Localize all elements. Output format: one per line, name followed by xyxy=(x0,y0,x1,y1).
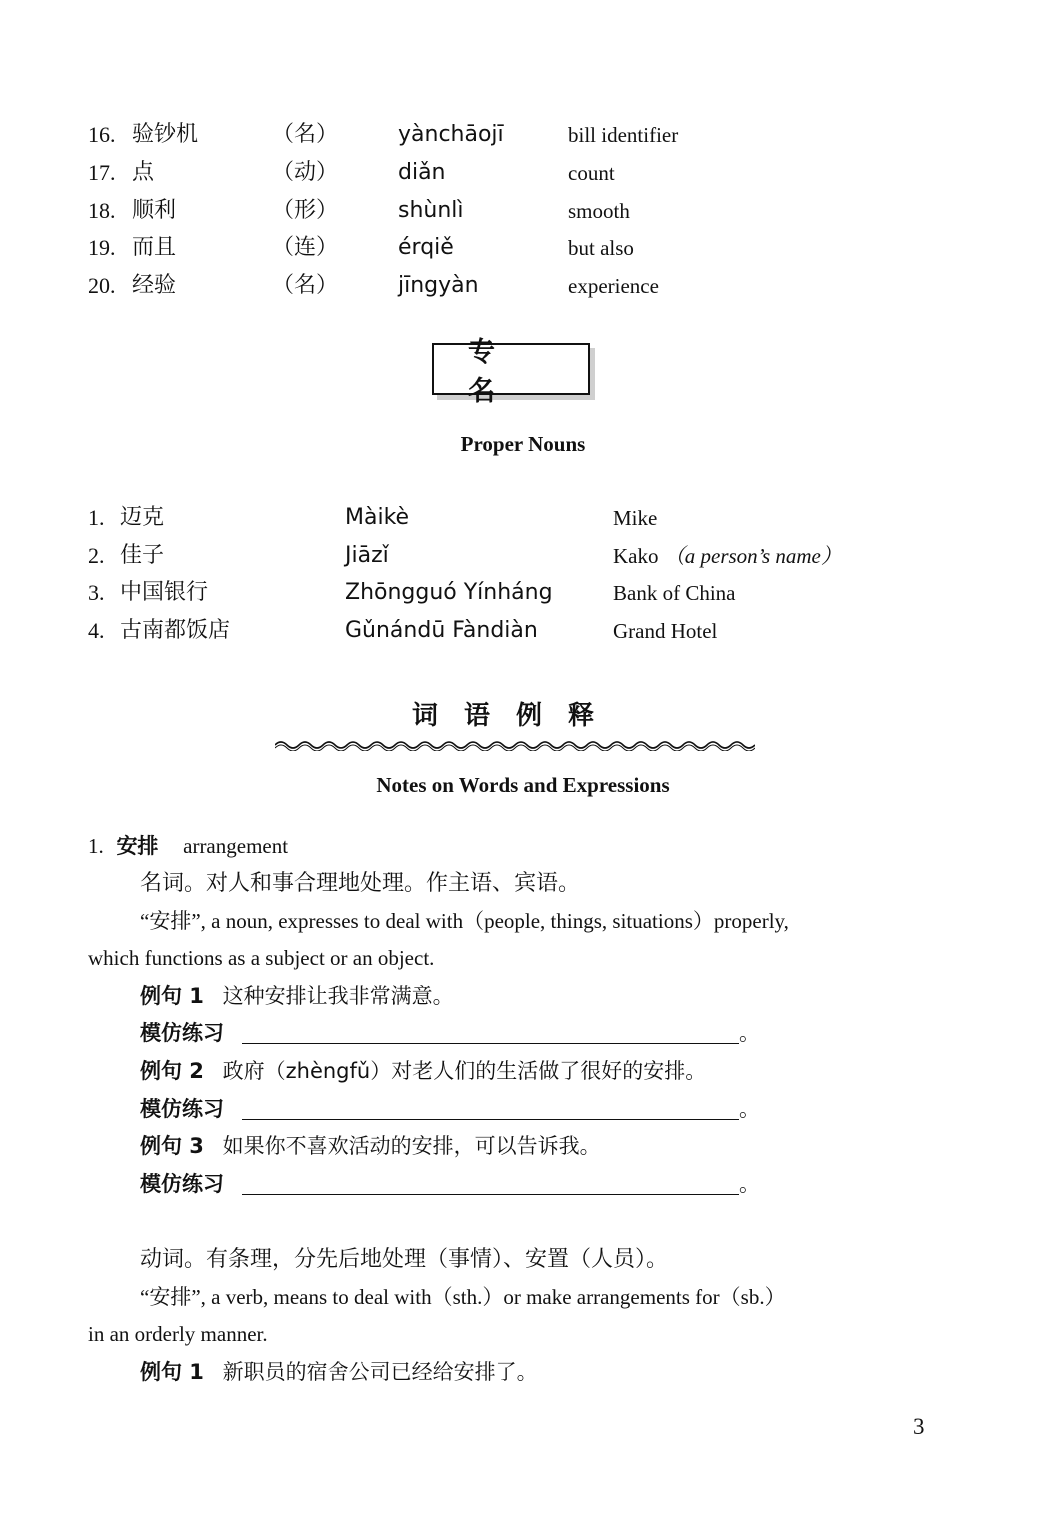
vocab-pinyin: yànchāojī xyxy=(398,122,504,147)
example-sentence xyxy=(140,986,454,1007)
vocab-number: 20. xyxy=(88,273,116,298)
vocab-pinyin: diǎn xyxy=(398,160,446,185)
practice-line xyxy=(140,1099,760,1120)
proper-noun-hanzi: 古南都饭店 xyxy=(120,618,231,643)
vocab-hanzi: 经验 xyxy=(132,273,177,298)
example-text: 新职员的宿舍公司已经给安排了。 xyxy=(222,1360,538,1384)
vocab-english: experience xyxy=(568,274,659,298)
vocab-pos: （名） xyxy=(272,273,339,298)
proper-noun-english: Bank of China xyxy=(613,581,736,605)
vocab-english: smooth xyxy=(568,199,630,223)
proper-noun-number: 4. xyxy=(88,618,105,643)
example-sentence xyxy=(140,1136,601,1157)
vocab-pinyin: érqiě xyxy=(398,235,454,260)
practice-line xyxy=(140,1023,760,1044)
entry-gloss: arrangement xyxy=(183,834,289,858)
practice-period: 。 xyxy=(739,1021,760,1045)
practice-blank[interactable] xyxy=(242,1025,739,1044)
vocab-number: 19. xyxy=(88,235,116,260)
proper-noun-hanzi: 迈克 xyxy=(120,505,165,530)
practice-blank[interactable] xyxy=(242,1101,739,1120)
vocab-english: but also xyxy=(568,236,634,260)
wave-divider xyxy=(275,739,755,751)
proper-nouns-title-en: Proper Nouns xyxy=(460,432,586,456)
practice-period: 。 xyxy=(739,1172,760,1196)
entry-number: 1. xyxy=(88,834,104,858)
vocab-pos: （连） xyxy=(272,235,339,260)
example-sentence xyxy=(140,1061,706,1082)
proper-noun-note: （a person’s name） xyxy=(663,544,842,568)
practice-blank[interactable] xyxy=(242,1176,739,1195)
proper-noun-pinyin: Zhōngguó Yínháng xyxy=(345,580,553,605)
vocab-english: count xyxy=(568,161,615,185)
vocab-english: bill identifier xyxy=(568,123,679,147)
noun-definition-en-line1: “安排”, a noun, expresses to deal with（people, things, situations）properly, xyxy=(140,909,789,933)
verb-definition-cn: 动词。有条理，分先后地处理（事情）、安置（人员）。 xyxy=(140,1247,669,1272)
proper-noun-hanzi: 佳子 xyxy=(120,543,165,568)
vocab-hanzi: 顺利 xyxy=(132,198,177,223)
proper-noun-hanzi: 中国银行 xyxy=(120,580,209,605)
proper-noun-number: 1. xyxy=(88,505,105,530)
proper-noun-number: 3. xyxy=(88,580,105,605)
verb-definition-en-line2: in an orderly manner. xyxy=(88,1322,268,1346)
vocab-pos: （形） xyxy=(272,198,339,223)
practice-label: 模仿练习 xyxy=(140,1172,224,1196)
page-number: 3 xyxy=(913,1414,925,1439)
proper-noun-pinyin: Jiāzǐ xyxy=(345,543,389,568)
vocab-number: 18. xyxy=(88,198,116,223)
vocab-hanzi: 点 xyxy=(132,160,155,185)
verb-definition-en-line1: “安排”, a verb, means to deal with（sth.）or make arrangements for（sb.） xyxy=(140,1285,786,1309)
noun-definition-en-line2: which functions as a subject or an object. xyxy=(88,946,435,970)
vocab-hanzi: 而且 xyxy=(132,235,177,260)
vocab-number: 17. xyxy=(88,160,116,185)
example-label: 例句 1 xyxy=(140,984,204,1008)
example-label: 例句 1 xyxy=(140,1360,204,1384)
proper-noun-pinyin: Gǔnándū Fàndiàn xyxy=(345,618,538,643)
example-label: 例句 3 xyxy=(140,1134,204,1158)
noun-definition-cn: 名词。对人和事合理地处理。作主语、宾语。 xyxy=(140,871,581,896)
practice-line xyxy=(140,1174,760,1195)
proper-noun-number: 2. xyxy=(88,543,105,568)
vocab-pinyin: shùnlì xyxy=(398,198,464,223)
vocab-pos: （名） xyxy=(272,122,339,147)
vocab-number: 16. xyxy=(88,122,116,147)
proper-nouns-title-cn: 专名 xyxy=(432,343,590,395)
proper-noun-english: Grand Hotel xyxy=(613,619,718,643)
proper-noun-english: Kako （a person’s name） xyxy=(613,544,842,568)
proper-noun-pinyin: Màikè xyxy=(345,505,410,530)
entry-heading xyxy=(88,836,288,857)
notes-title-en: Notes on Words and Expressions xyxy=(376,773,670,797)
example-text: 这种安排让我非常满意。 xyxy=(222,984,454,1008)
practice-label: 模仿练习 xyxy=(140,1021,224,1045)
example-sentence xyxy=(140,1362,538,1383)
vocab-pos: （动） xyxy=(272,160,339,185)
practice-label: 模仿练习 xyxy=(140,1097,224,1121)
vocab-pinyin: jīngyàn xyxy=(398,273,479,298)
vocab-hanzi: 验钞机 xyxy=(132,122,199,147)
example-label: 例句 2 xyxy=(140,1059,204,1083)
practice-period: 。 xyxy=(739,1097,760,1121)
proper-noun-english: Mike xyxy=(613,506,658,530)
example-text: 如果你不喜欢活动的安排，可以告诉我。 xyxy=(222,1134,601,1158)
entry-word: 安排 xyxy=(116,834,159,858)
example-text: 政府（zhèngfǔ）对老人们的生活做了很好的安排。 xyxy=(222,1059,707,1083)
notes-title-cn: 词语例释 xyxy=(412,701,621,731)
